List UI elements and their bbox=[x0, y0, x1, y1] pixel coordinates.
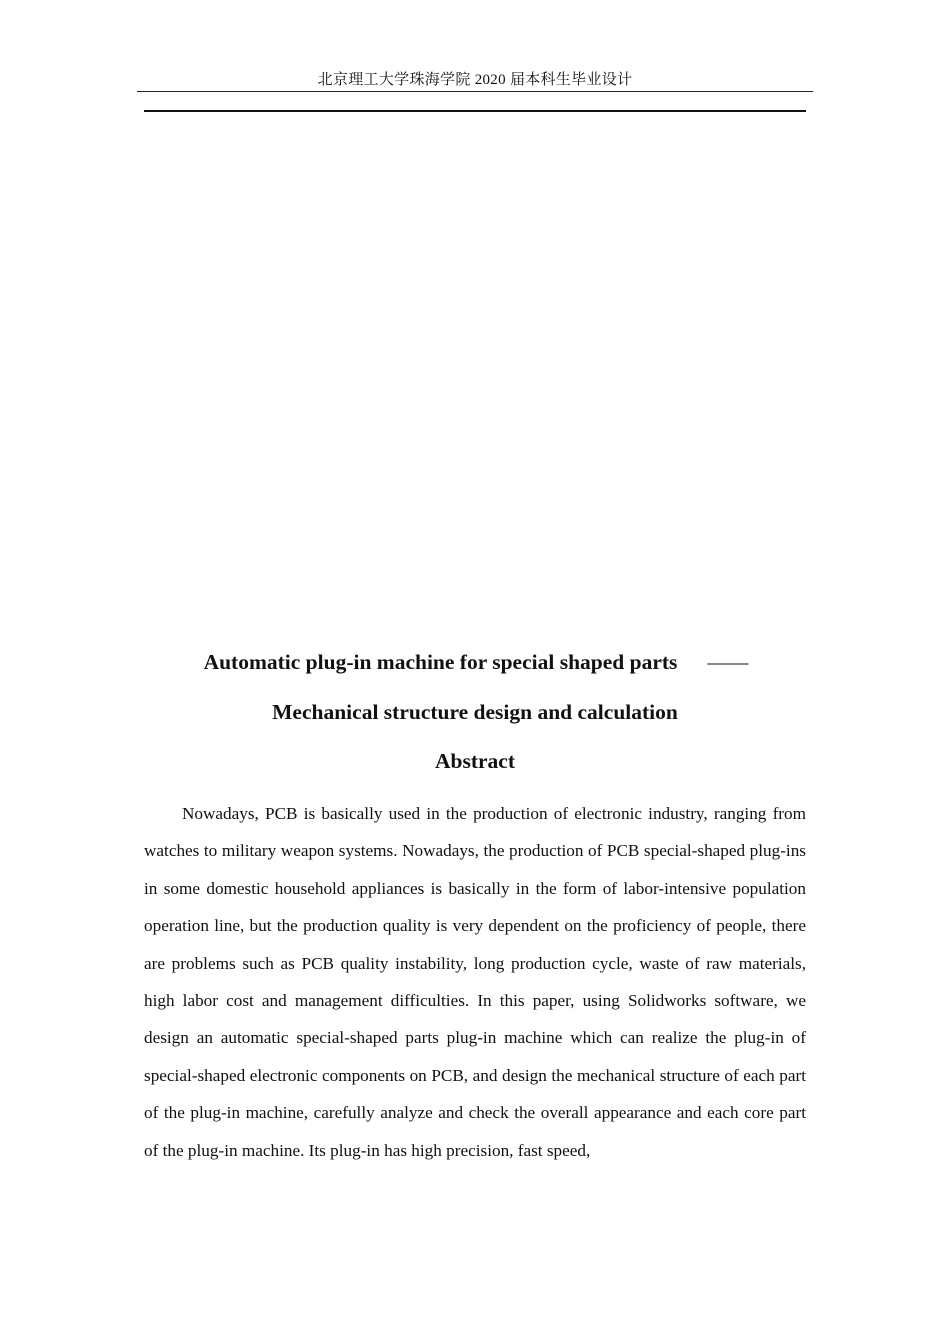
title-dash: —— bbox=[707, 650, 747, 674]
running-header: 北京理工大学珠海学院 2020 届本科生毕业设计 bbox=[317, 72, 633, 88]
top-divider bbox=[144, 110, 806, 112]
thesis-title-main: Automatic plug-in machine for special shaped parts bbox=[203, 650, 678, 674]
abstract-heading: Abstract bbox=[434, 749, 515, 773]
thesis-title-line-1 bbox=[0, 647, 950, 677]
header-rule bbox=[137, 91, 813, 92]
abstract-paragraph: Nowadays, PCB is basically used in the production of electronic industry, ranging from watches to military weapon systems. Nowadays, the production of PCB special-shaped plug-ins in some domestic household appliances is basically in the form of labor-intensive population operation line, but the production quality is very dependent on the proficiency of people, there are problems such as PCB quality instability, long production cycle, waste of raw materials, high labor cost and management difficulties. In this paper, using Solidworks software, we design an automatic special-shaped parts plug-in machine which can realize the plug-in of special-shaped electronic components on PCB, and design the mechanical structure of each part of the plug-in machine, carefully analyze and check the overall appearance and each core part of the plug-in machine. Its plug-in has high precision, fast speed, bbox=[144, 804, 806, 1160]
thesis-title-line-2: Mechanical structure design and calculation bbox=[272, 700, 678, 724]
